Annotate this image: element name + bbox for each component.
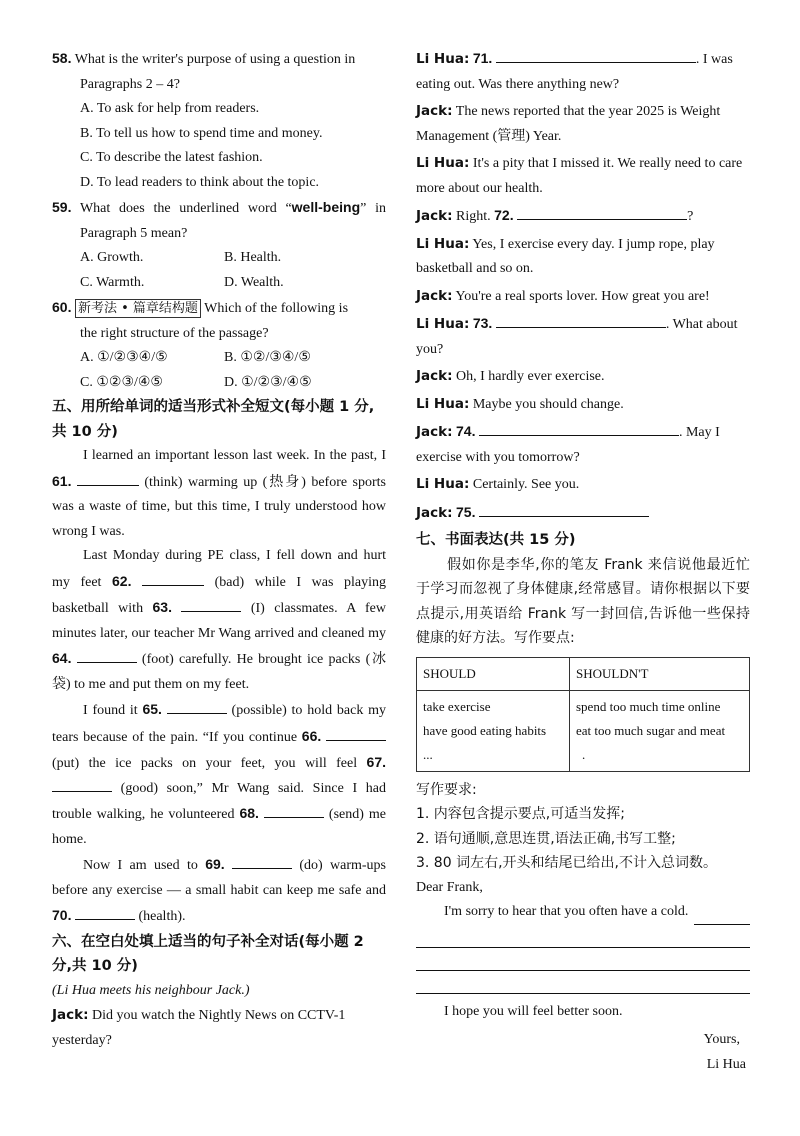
answer-blank-75[interactable] [479, 502, 649, 517]
speaker: Li Hua: [416, 476, 470, 492]
dialogue-line [416, 500, 750, 527]
dialogue-line [416, 203, 750, 230]
option-b[interactable]: B. ①②/③④/⑤ [224, 350, 311, 365]
table-cell-item: ... [423, 746, 433, 762]
question-stem-cont: the right structure of the passage? [80, 325, 269, 341]
table-cell-item: . [582, 746, 586, 762]
letter-signature: Li Hua [706, 1056, 746, 1072]
answer-blank-65[interactable] [167, 699, 227, 714]
letter-signoff: Yours, [703, 1032, 740, 1047]
question-58 [52, 46, 386, 195]
blank-number: 68. [239, 805, 259, 821]
blank-number: 69. [205, 856, 225, 872]
dialogue-text: The news reported that the year 2025 is Weight Management (管理) Year. [416, 104, 721, 144]
speaker: Li Hua: [416, 235, 470, 252]
section-7 [416, 528, 750, 1077]
option-b[interactable]: B. To tell us how to spend time and money. [80, 125, 323, 141]
speaker: Jack: [416, 208, 453, 224]
writing-prompt: 假如你是李华,你的笔友 Frank 来信说他最近忙于学习而忽视了身体健康,经常感冒。请你根据以下要点提示,用英语给 Frank 写一封回信,告诉他一些保持健康的好方法。写作要点: [416, 556, 750, 646]
writing-line[interactable] [694, 910, 750, 925]
blank-number: 73. [472, 315, 493, 331]
answer-blank-62[interactable] [142, 571, 204, 586]
speaker: Li Hua: [416, 51, 470, 67]
paragraph-1: I learned an important lesson last week. In the past, I 61. (think) warming up (热身) before sports was a waste of time, but this time, I truly understood how wrong I was. [52, 448, 386, 539]
option-a[interactable]: A. To ask for help from readers. [80, 101, 260, 116]
question-stem: What is the writer's purpose of using a question in [74, 52, 356, 67]
section-6-head [52, 930, 386, 1054]
dialogue-line [416, 99, 750, 149]
option-d[interactable]: D. ①/②③/④⑤ [224, 374, 312, 390]
tips-table [416, 657, 750, 772]
question-stem: Which of the following is [204, 301, 349, 316]
dialogue-line [416, 392, 750, 418]
dialogue-text: Oh, I hardly ever exercise. [456, 369, 605, 384]
option-b[interactable]: B. Health. [224, 250, 282, 265]
dialogue-line [416, 472, 750, 498]
letter-opening [416, 900, 750, 925]
answer-blank-72[interactable] [517, 205, 687, 220]
answer-blank-69[interactable] [232, 854, 292, 869]
speaker: Jack: [416, 424, 453, 440]
question-number: 60. [52, 299, 72, 315]
question-60 [52, 295, 386, 395]
dialogue-line [416, 311, 750, 362]
dialogue-text: ? [687, 209, 694, 224]
dialogue-scene: (Li Hua meets his neighbour Jack.) [52, 982, 250, 998]
table-cell-item: take exercise [423, 698, 491, 714]
dialogue-line [416, 364, 750, 390]
section-title: 六、在空白处填上适当的句子补全对话(每小题 2 [52, 933, 364, 950]
blank-number: 72. [494, 207, 514, 223]
dialogue-text: Did you watch the Nightly News on CCTV-1 yesterday? [52, 1008, 346, 1048]
answer-blank-66[interactable] [326, 726, 386, 741]
left-column [52, 46, 386, 1055]
answer-blank-74[interactable] [479, 421, 679, 436]
requirements-title: 写作要求: [416, 781, 477, 798]
speaker: Jack: [416, 368, 453, 384]
table-header: SHOULDN'T [570, 657, 750, 690]
speaker: Li Hua: [416, 395, 470, 412]
question-59 [52, 195, 386, 295]
blank-number: 66. [301, 727, 322, 744]
writing-line[interactable] [416, 971, 750, 994]
dialogue-text: Yes, I exercise every day. I jump rope, play basketball and so on. [416, 236, 715, 276]
section-5 [52, 395, 386, 930]
answer-blank-64[interactable] [77, 648, 137, 663]
question-stem-cont: Paragraph 5 mean? [80, 225, 188, 241]
requirement-item: 3. 80 词左右,开头和结尾已给出,不计入总词数。 [416, 855, 717, 871]
blank-number: 65. [142, 701, 162, 717]
dialogue-line [52, 1003, 386, 1053]
writing-line[interactable] [416, 948, 750, 971]
question-stem-cont: Paragraphs 2 – 4? [80, 76, 180, 92]
paragraph-3: I found it 65. (possible) to hold back my tears because of the pain. “If you continue 66. (put) the ice packs on your feet, you will feel 67. (good) soon,” Mr Wang said. Since I had trouble walking, he volunteered 68. (send) me home. [52, 701, 387, 847]
answer-blank-71[interactable] [496, 48, 696, 63]
option-a[interactable]: A. Growth. [80, 250, 144, 265]
speaker: Jack: [52, 1007, 89, 1023]
answer-blank-67[interactable] [52, 777, 112, 792]
dialogue-line [416, 419, 750, 470]
blank-number: 64. [52, 650, 72, 666]
blank-number: 70. [52, 907, 72, 923]
option-c[interactable]: C. Warmth. [80, 274, 145, 290]
answer-blank-70[interactable] [75, 905, 135, 920]
option-c[interactable]: C. ①②③/④⑤ [80, 374, 163, 390]
speaker: Li Hua: [416, 155, 470, 171]
blank-number: 63. [152, 599, 172, 615]
question-stem: What does the underlined word “ [79, 201, 292, 216]
blank-number: 61. [52, 472, 72, 489]
blank-number: 67. [366, 754, 386, 770]
answer-blank-68[interactable] [264, 803, 324, 818]
dialogue-line [416, 232, 750, 282]
question-number: 58. [52, 50, 72, 66]
question-tag: 新考法 • 篇章结构题 [75, 299, 201, 318]
option-c[interactable]: C. To describe the latest fashion. [80, 150, 263, 165]
answer-blank-63[interactable] [181, 597, 241, 612]
letter-salutation: Dear Frank, [416, 879, 483, 895]
blank-number: 75. [456, 503, 476, 520]
paragraph-2: Last Monday during PE class, I fell down and hurt my feet 62. (bad) while I was playing basketball with 63. (I) classmates. A few minutes later, our teacher Mr Wang arrived and cleaned my 64. (foot) carefully. He brought ice packs (冰袋) to me and put them on my feet. [52, 548, 386, 692]
requirement-item: 1. 内容包含提示要点,可适当发挥; [416, 806, 625, 822]
table-cell-item: eat too much sugar and meat [576, 722, 726, 738]
dialogue-text: Maybe you should change. [472, 396, 624, 412]
speaker: Jack: [416, 287, 453, 304]
question-number: 59. [52, 199, 72, 215]
option-d[interactable]: D. Wealth. [224, 274, 284, 290]
dialogue-text: Right. [456, 209, 495, 224]
answer-blank-61[interactable] [77, 471, 139, 486]
question-stem-end: ” in [360, 201, 386, 216]
option-d[interactable]: D. To lead readers to think about the topic. [80, 174, 320, 190]
dialogue-text: You're a real sports lover. How great you are! [455, 288, 710, 304]
right-column [416, 46, 750, 1077]
blank-number: 74. [456, 423, 476, 439]
underlined-word: well-being [291, 199, 361, 215]
blank-number: 71. [472, 50, 493, 66]
speaker: Jack: [416, 103, 453, 119]
writing-line[interactable] [416, 925, 750, 948]
option-a[interactable]: A. ①/②③④/⑤ [80, 350, 168, 365]
section-title: 七、书面表达(共 15 分) [416, 532, 576, 548]
speaker: Li Hua: [416, 316, 470, 332]
section-title-cont: 共 10 分) [52, 423, 118, 440]
opening-text: I'm sorry to hear that you often have a cold. [444, 904, 689, 919]
table-cell-item: spend too much time online [576, 698, 721, 714]
speaker: Jack: [416, 504, 453, 521]
dialogue-text: . I was eating out. Was there anything new? [416, 52, 733, 92]
dialogue-text: Certainly. See you. [472, 477, 580, 492]
section-title-cont: 分,共 10 分) [52, 958, 138, 974]
table-cell-item: have good eating habits [423, 722, 547, 738]
dialogue-text: . May I exercise with you tomorrow? [416, 425, 720, 465]
blank-number: 62. [112, 572, 132, 589]
table-header: SHOULD [417, 657, 570, 690]
letter-closing: I hope you will feel better soon. [444, 1003, 623, 1019]
section-title: 五、用所给单词的适当形式补全短文(每小题 1 分, [52, 399, 375, 415]
dialogue-line [416, 46, 750, 97]
answer-blank-73[interactable] [496, 313, 666, 328]
requirement-item: 2. 语句通顺,意思连贯,语法正确,书写工整; [416, 830, 676, 847]
dialogue-text: . What about you? [416, 317, 738, 357]
dialogue-line [416, 151, 750, 201]
shouldnt-cell [570, 690, 750, 771]
dialogue-text: It's a pity that I missed it. We really need to care more about our health. [416, 156, 743, 196]
dialogue-line [416, 284, 750, 310]
should-cell [417, 690, 570, 771]
paragraph-4: Now I am used to 69. (do) warm-ups before any exercise — a small habit can keep me safe and 70. (health). [52, 856, 387, 924]
